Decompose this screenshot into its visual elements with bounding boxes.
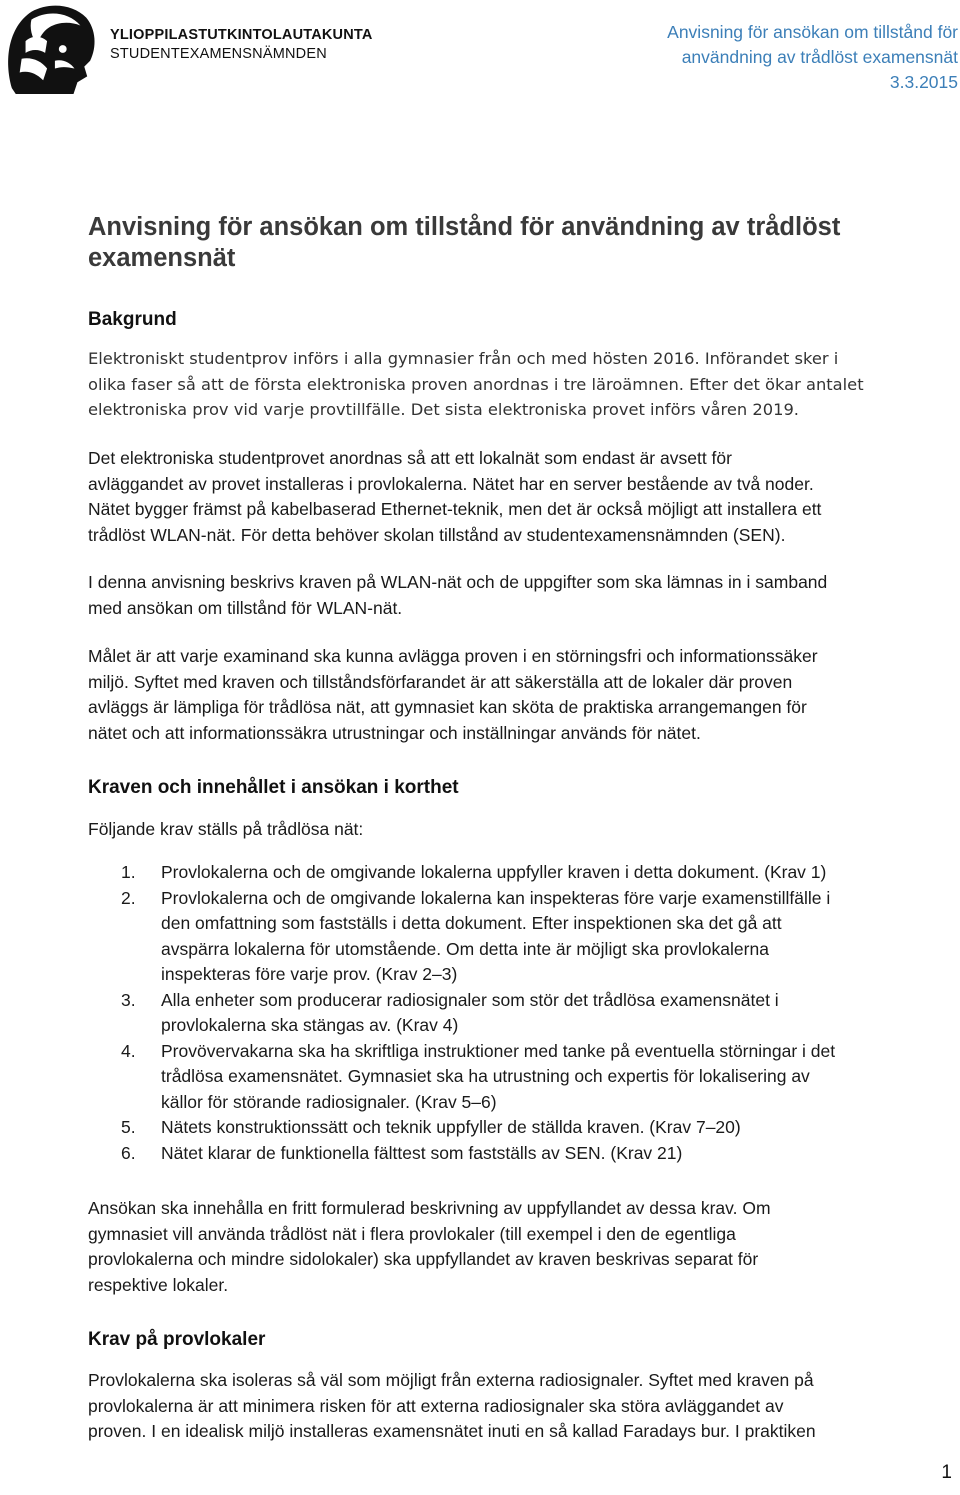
text-line: miljö. Syftet med kraven och tillståndsförfarandet är att säkerställa att de lokaler där proven (88, 671, 793, 692)
list-item-number: 3. (121, 989, 136, 1010)
paragraph-background-2 (88, 446, 960, 548)
list-item (88, 1141, 960, 1167)
header-doc-title-line-1: Anvisning för ansökan om tillstånd för (667, 22, 958, 42)
text-line: provlokalerna ska stängas av. (Krav 4) (161, 1015, 459, 1035)
document-title-line-2: examensnät (88, 244, 236, 272)
text-line: Nätets konstruktionssätt och teknik uppfyller de ställda kraven. (Krav 7–20) (161, 1117, 741, 1137)
text-line: Ansökan ska innehålla en fritt formulerad beskrivning av uppfyllandet av dessa krav. Om (88, 1198, 771, 1218)
text-line: trådlösa examensnätet. Gymnasiet ska ha utrustning och expertis för lokalisering av (161, 1066, 810, 1086)
text-line: gymnasiet vill använda trådlöst nät i flera provlokaler (till exempel i den de egentliga (88, 1223, 736, 1244)
header-doc-title-line-2: användning av trådlöst examensnät (681, 47, 958, 67)
logo-helmet-icon (2, 2, 100, 94)
text-line: Det elektroniska studentprovet anordnas så att ett lokalnät som endast är avsett för (88, 448, 732, 468)
section-heading-requirements: Kraven och innehållet i ansökan i korthet (88, 777, 459, 798)
org-name-line-2: STUDENTEXAMENSNÄMNDEN (110, 46, 327, 62)
text-line: Provlokalerna och de omgivande lokalerna uppfyller kraven i detta dokument. (Krav 1) (161, 862, 827, 882)
text-line: nätet och att informationssäkra utrustningar och inställningar används för nätet. (88, 722, 701, 743)
paragraph-background-4 (88, 644, 960, 746)
header-document-info (578, 20, 958, 95)
text-line: I denna anvisning beskrivs kraven på WLAN-nät och de uppgifter som ska lämnas in i samband (88, 572, 828, 592)
list-item-number: 1. (121, 862, 136, 882)
text-line: elektroniska prov vid varje provtillfälle. Det sista elektroniska provet införs våren 2019. (88, 400, 799, 419)
text-line: Nätet klarar de funktionella fälttest som fastställs av SEN. (Krav 21) (161, 1142, 683, 1163)
text-line: avläggandet av provet installeras i provlokalerna. Nätet har en server bestående av två noder. (88, 473, 814, 494)
paragraph-requirements-after (88, 1196, 960, 1298)
list-item-number: 4. (121, 1040, 136, 1061)
text-line: avspärra lokalerna för utomstående. Om detta inte är möjligt ska provlokalerna (161, 938, 769, 959)
paragraph-background-1 (88, 346, 960, 423)
header-date: 3.3.2015 (889, 72, 958, 92)
text-line: Alla enheter som producerar radiosignaler som stör det trådlösa examensnätet i (161, 989, 779, 1010)
text-line: provlokalerna och mindre sidolokaler) ska uppfyllandet av kraven beskrivas separat för (88, 1249, 759, 1269)
text-line: provlokalerna är att minimera risken för att externa radiosignaler ska störa avläggandet av (88, 1395, 784, 1416)
paragraph-premises-1 (88, 1368, 960, 1445)
list-item (88, 1115, 960, 1141)
text-line: inspekteras före varje prov. (Krav 2–3) (161, 964, 458, 984)
document-title (88, 212, 928, 274)
requirements-intro (88, 817, 960, 843)
text-line: Provövervakarna ska ha skriftliga instruktioner med tanke på eventuella störningar i det (161, 1040, 836, 1061)
text-line: Nätet bygger främst på kabelbaserad Ethernet-teknik, men det är också möjligt att installera ett (88, 499, 822, 519)
text-line: respektive lokaler. (88, 1274, 229, 1295)
text-line: Elektroniskt studentprov införs i alla gymnasier från och med hösten 2016. Införandet sker i (88, 349, 839, 368)
list-item-number: 2. (121, 887, 136, 908)
text-line: Följande krav ställs på trådlösa nät: (88, 819, 364, 839)
list-item (88, 1039, 960, 1116)
text-line: Provlokalerna ska isoleras så väl som möjligt från externa radiosignaler. Syftet med kraven på (88, 1370, 814, 1390)
text-line: olika faser så att de första elektroniska proven anordnas i tre läroämnen. Efter det ökar antalet (88, 374, 864, 394)
section-heading-premises: Krav på provlokaler (88, 1329, 266, 1350)
list-item-number: 5. (121, 1117, 136, 1137)
paragraph-background-3 (88, 570, 960, 621)
text-line: trådlöst WLAN-nät. För detta behöver skolan tillstånd av studentexamensnämnden (SEN). (88, 524, 786, 545)
list-item (88, 988, 960, 1039)
text-line: Målet är att varje examinand ska kunna avlägga proven i en störningsfri och informationssäker (88, 646, 818, 666)
text-line: Provlokalerna och de omgivande lokalerna kan inspekteras före varje examenstillfälle i (161, 887, 831, 908)
text-line: den omfattning som fastställs i detta dokument. Efter inspektionen ska det gå att (161, 913, 782, 933)
text-line: källor för störande radiosignaler. (Krav 5–6) (161, 1091, 497, 1112)
section-heading-background: Bakgrund (88, 309, 177, 330)
list-item (88, 886, 960, 988)
org-name-line-1: YLIOPPILASTUTKINTOLAUTAKUNTA (110, 27, 373, 43)
list-item (88, 860, 960, 886)
text-line: avläggs är lämpliga för trådlösa nät, att gymnasiet kan sköta de praktiska arrangemangen för (88, 697, 807, 717)
requirements-list (88, 860, 960, 1166)
document-title-line-1: Anvisning för ansökan om tillstånd för användning av trådlöst (88, 213, 841, 241)
text-line: proven. I en idealisk miljö installeras examensnätet inuti en så kallad Faradays bur. I praktiken (88, 1421, 816, 1441)
organization-name (110, 26, 373, 64)
list-item-number: 6. (121, 1142, 136, 1163)
page-number: 1 (941, 1462, 952, 1483)
text-line: med ansökan om tillstånd för WLAN-nät. (88, 597, 403, 618)
